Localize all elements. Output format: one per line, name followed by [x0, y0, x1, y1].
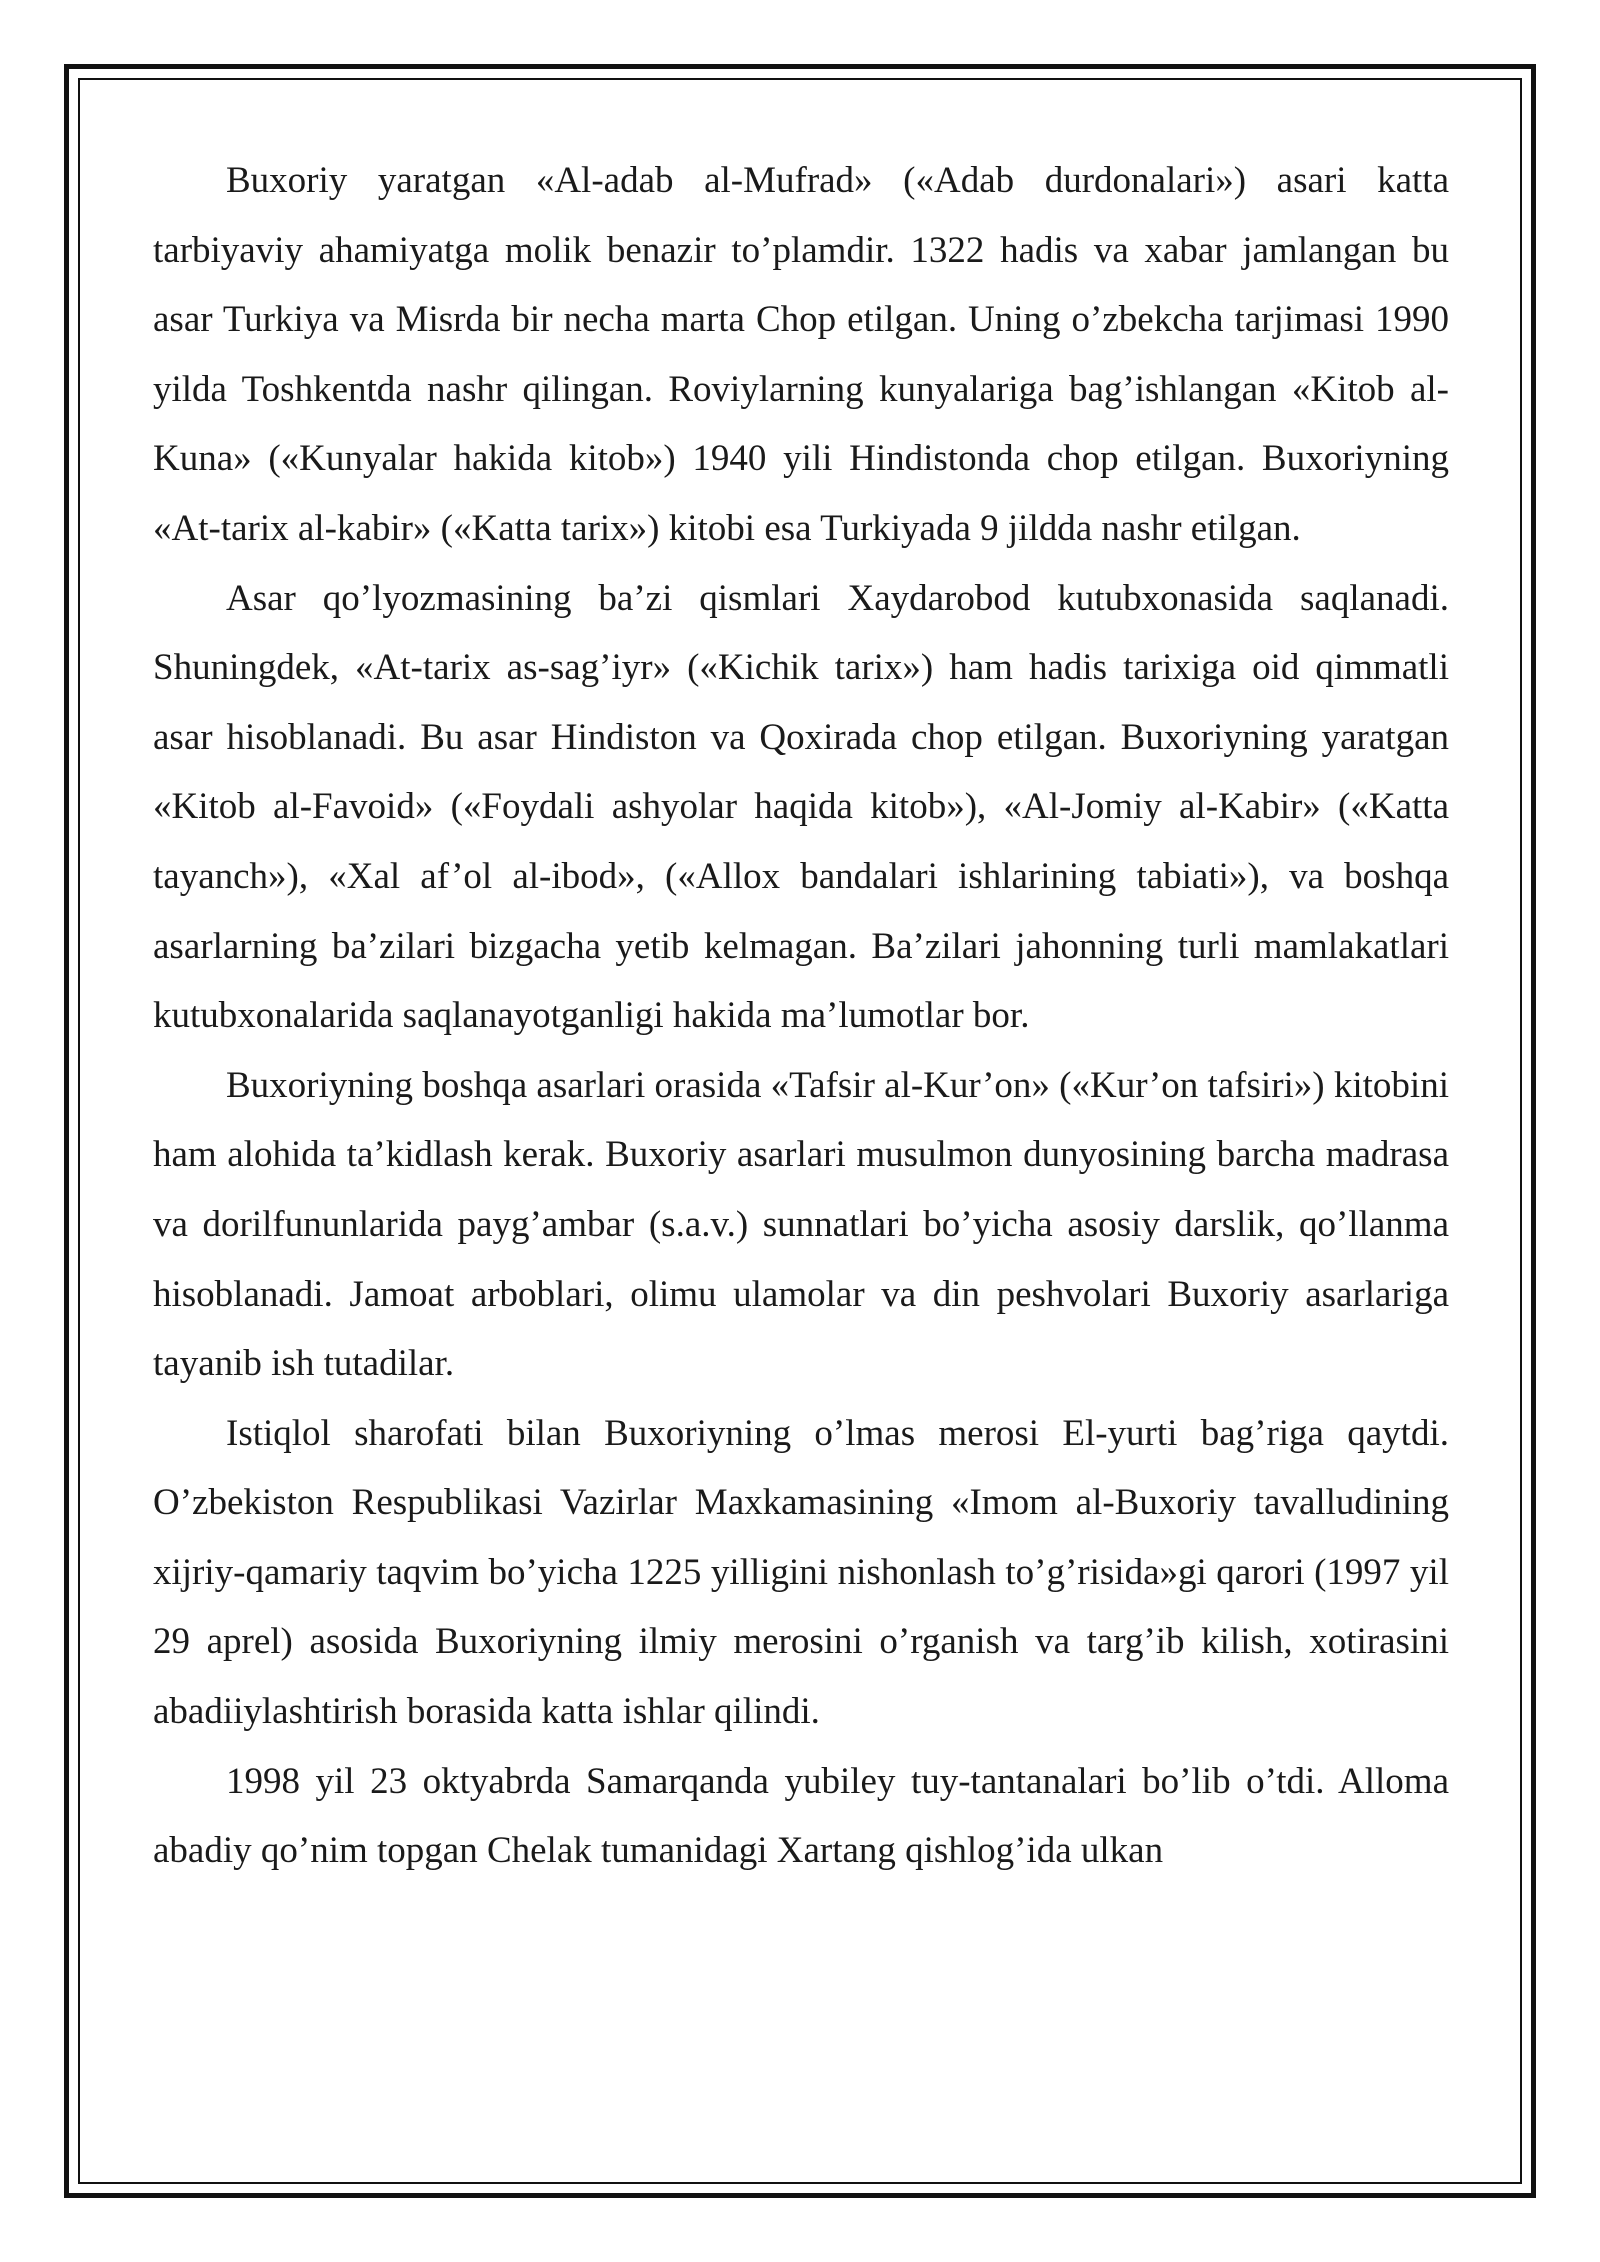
document-body: [153, 146, 1449, 1886]
paragraph: Asar qo’lyozmasining ba’zi qismlari Xaydarobod kutubxonasida saqlanadi. Shuningdek, «At-tarix as-sag’iyr» («Kichik tarix») ham hadis tarixiga oid qimmatli asar hisoblanadi. Bu asar Hindiston va Qoxirada chop etilgan. Buxoriyning yaratgan «Kitob al-Favoid» («Foydali ashyolar haqida kitob»), «Al-Jomiy al-Kabir» («Katta tayanch»), «Xal af’ol al-ibod», («Allox bandalari ishlarining tabiati»), va boshqa asarlarning ba’zilari bizgacha yetib kelmagan. Ba’zilari jahonning turli mamlakatlari kutubxonalarida saqlanayotganligi hakida ma’lumotlar bor.: [153, 577, 1449, 1037]
paragraph: Buxoriyning boshqa asarlari orasida «Tafsir al-Kur’on» («Kur’on tafsiri») kitobini ham alohida ta’kidlash kerak. Buxoriy asarlari musulmon dunyosining barcha madrasa va dorilfununlarida payg’ambar (s.a.v.) sunnatlari bo’yicha asosiy darslik, qo’llanma hisoblanadi. Jamoat arboblari, olimu ulamolar va din peshvolari Buxoriy asarlariga tayanib ish tutadilar.: [153, 1064, 1449, 1385]
paragraph: Buxoriy yaratgan «Al-adab al-Mufrad» («Adab durdonalari») asari katta tarbiyaviy ahamiyatga molik benazir to’plamdir. 1322 hadis va xabar jamlangan bu asar Turkiya va Misrda bir necha marta Chop etilgan. Uning o’zbekcha tarjimasi 1990 yilda Toshkentda nashr qilingan. Roviylarning kunyalariga bag’ishlangan «Kitob al-Kuna» («Kunyalar hakida kitob») 1940 yili Hindistonda chop etilgan. Buxoriyning «At-tarix al-kabir» («Katta tarix») kitobi esa Turkiyada 9 jildda nashr etilgan.: [153, 160, 1449, 549]
paragraph: Istiqlol sharofati bilan Buxoriyning o’lmas merosi El-yurti bag’riga qaytdi. O’zbekiston Respublikasi Vazirlar Maxkamasining «Imom al-Buxoriy tavalludining xijriy-qamariy taqvim bo’yicha 1225 yilligini nishonlash to’g’risida»gi qarori (1997 yil 29 aprel) asosida Buxoriyning ilmiy merosini o’rganish va targ’ib kilish, xotirasini abadiiylashtirish borasida katta ishlar qilindi.: [153, 1412, 1449, 1733]
paragraph: 1998 yil 23 oktyabrda Samarqanda yubiley tuy-tantanalari bo’lib o’tdi. Alloma abadiy qo’nim topgan Chelak tumanidagi Xartang qishlog’ida ulkan: [153, 1760, 1449, 1872]
